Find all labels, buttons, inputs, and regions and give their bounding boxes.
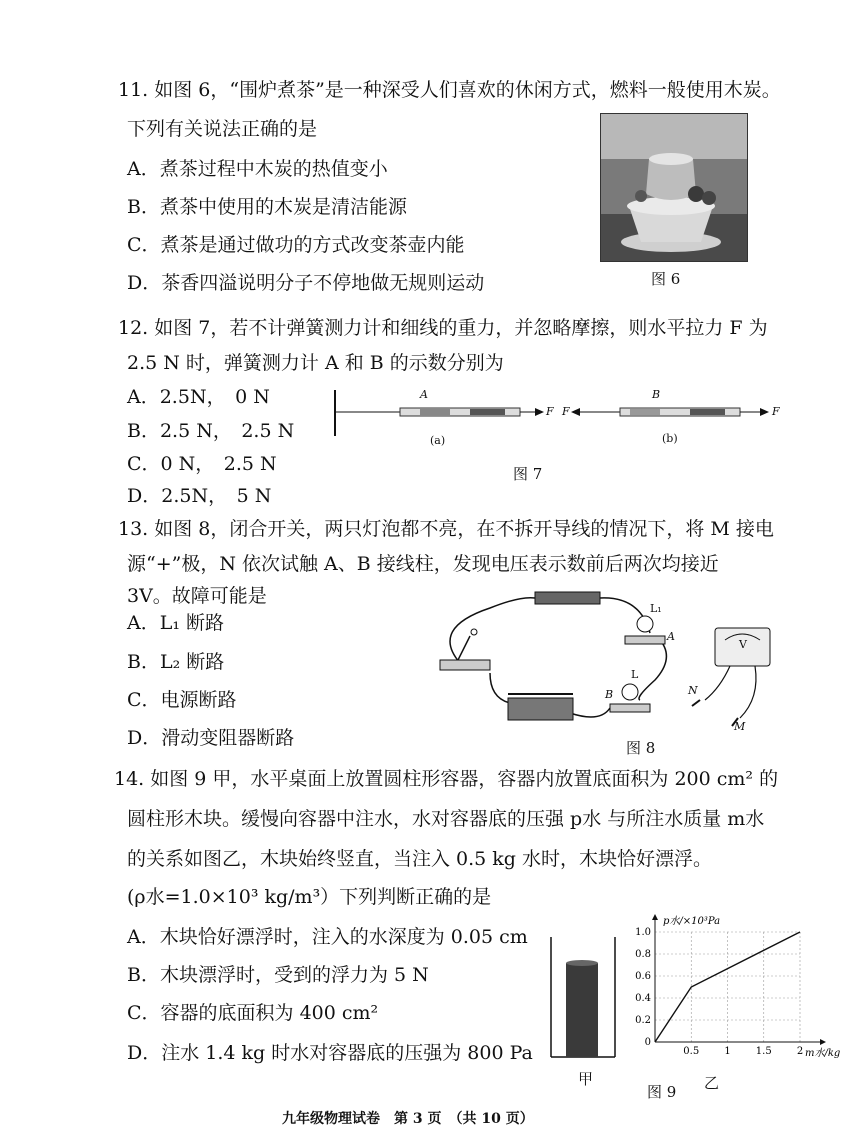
y-tick-label: 0.8 — [635, 949, 651, 960]
label-b-terminal: B — [605, 688, 614, 701]
label-v: V — [739, 638, 747, 651]
q11-line2: 下列有关说法正确的是 — [127, 118, 318, 140]
fig7-diagram — [330, 388, 790, 448]
q14-line4: (ρ水=1.0×10³ kg/m³）下列判断正确的是 — [127, 886, 492, 908]
fig9-chart — [630, 912, 841, 1062]
q12-line1: 12. 如图 7，若不计弹簧测力计和细线的重力，并忽略摩擦，则水平拉力 F 为 — [118, 317, 768, 339]
q13-line3: 3V。故障可能是 — [127, 585, 267, 607]
label-f-a: F — [546, 405, 554, 418]
arrow-left-icon — [571, 408, 580, 416]
page-footer: 九年级物理试卷 第 3 页 （共 10 页） — [282, 1111, 534, 1127]
label-a-terminal: A — [667, 630, 675, 643]
arrow-right-icon — [535, 408, 544, 416]
lamp-l2 — [622, 684, 638, 700]
label-l1: L₁ — [650, 602, 662, 615]
q11-option-a: A．煮茶过程中木炭的热值变小 — [127, 158, 388, 180]
q12-line2: 2.5 N 时，弹簧测力计 A 和 B 的示数分别为 — [127, 352, 504, 374]
x-axis-label: m水/kg — [805, 1048, 841, 1059]
label-yi: 乙 — [704, 1074, 720, 1092]
label-sub-b: (b) — [662, 432, 678, 445]
q11-line1: 11. 如图 6，“围炉煮茶”是一种深受人们喜欢的休闲方式，燃料一般使用木炭。 — [118, 79, 781, 101]
q13-option-a: A．L₁ 断路 — [127, 612, 224, 634]
fig8-caption: 图 8 — [626, 739, 656, 757]
q13-line1: 13. 如图 8，闭合开关，两只灯泡都不亮，在不拆开导线的情况下，将 M 接电 — [118, 518, 774, 540]
q13-option-d: D．滑动变阻器断路 — [127, 727, 295, 749]
fig8-circuit — [430, 588, 785, 738]
y-tick-label: 1.0 — [635, 927, 651, 938]
switch — [440, 660, 490, 670]
tea-stove-image — [601, 114, 747, 261]
q13-option-c: C．电源断路 — [127, 689, 237, 711]
arrow-right-icon — [760, 408, 769, 416]
x-tick-label: 1 — [724, 1046, 731, 1057]
y-tick-label: 0.6 — [635, 971, 651, 982]
q14-option-d: D．注水 1.4 kg 时水对容器底的压强为 800 Pa — [127, 1042, 533, 1064]
lamp-l2-base — [610, 704, 650, 712]
q14-option-c: C．容器的底面积为 400 cm² — [127, 1002, 379, 1024]
label-a-scale: A — [420, 388, 428, 401]
fig9-caption: 图 9 — [647, 1083, 677, 1101]
lamp-l1 — [637, 616, 653, 632]
label-m: M — [734, 720, 746, 733]
x-tick-label: 0.5 — [683, 1046, 700, 1057]
q13-option-b: B．L₂ 断路 — [127, 651, 225, 673]
wood-block — [566, 963, 598, 1057]
q11-option-b: B．煮茶中使用的木炭是清洁能源 — [127, 196, 407, 218]
q14-option-a: A．木块恰好漂浮时，注入的水深度为 0.05 cm — [127, 926, 528, 948]
q14-line2: 圆柱形木块。缓慢向容器中注水，水对容器底的压强 p水 与所注水质量 m水 — [127, 808, 765, 830]
label-f-b-right: F — [772, 405, 780, 418]
lamp-l1-base — [625, 636, 665, 644]
y-axis-arrow-icon — [652, 914, 658, 920]
x-tick-label: 1.5 — [755, 1046, 772, 1057]
q12-option-b: B．2.5 N， 2.5 N — [127, 420, 295, 442]
fig6-photo — [600, 113, 748, 262]
label-b-scale: B — [652, 388, 661, 401]
q13-line2: 源“+”极，N 依次试触 A、B 接线柱，发现电压表示数前后两次均接近 — [127, 553, 719, 575]
label-f-b-left: F — [562, 405, 570, 418]
fig6-caption: 图 6 — [651, 270, 681, 288]
fig9-container — [548, 935, 618, 1060]
x-axis-arrow-icon — [820, 1039, 826, 1045]
q12-option-a: A．2.5N， 0 N — [127, 386, 270, 408]
q12-option-d: D．2.5N， 5 N — [127, 485, 272, 507]
q14-option-b: B．木块漂浮时，受到的浮力为 5 N — [127, 964, 429, 986]
y-axis-label: p水/×10³Pa — [663, 916, 721, 927]
y-tick-label: 0.4 — [635, 993, 651, 1004]
origin-label: 0 — [644, 1037, 651, 1048]
q14-line1: 14. 如图 9 甲，水平桌面上放置圆柱形容器，容器内放置底面积为 200 cm² 的 — [114, 768, 779, 790]
label-jia: 甲 — [578, 1070, 594, 1088]
battery — [535, 592, 600, 604]
label-sub-a: (a) — [430, 434, 446, 447]
label-l: L — [631, 668, 639, 681]
label-n: N — [688, 684, 698, 697]
rheostat — [508, 698, 573, 720]
q11-option-c: C．煮茶是通过做功的方式改变茶壶内能 — [127, 234, 465, 256]
y-tick-label: 0.2 — [635, 1015, 651, 1026]
q12-option-c: C．0 N， 2.5 N — [127, 453, 277, 475]
q14-line3: 的关系如图乙，木块始终竖直，当注入 0.5 kg 水时，木块恰好漂浮。 — [127, 848, 713, 870]
x-tick-label: 2 — [796, 1046, 804, 1057]
pressure-mass-chart — [630, 912, 841, 1062]
fig7-caption: 图 7 — [513, 465, 543, 483]
q11-option-d: D．茶香四溢说明分子不停地做无规则运动 — [127, 272, 485, 294]
